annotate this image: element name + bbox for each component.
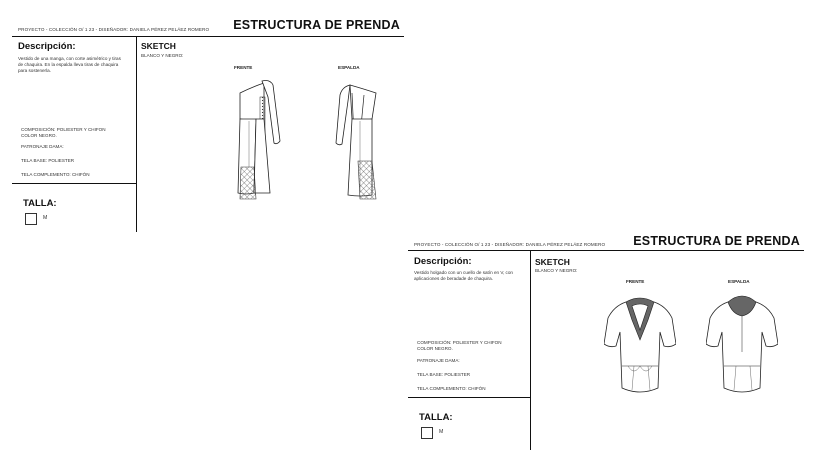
talla-size: M	[43, 215, 48, 221]
garment-sheet-2	[408, 228, 804, 450]
color: COLOR NEGRO.	[417, 346, 453, 351]
back-sketch	[324, 75, 394, 203]
front-sketch	[604, 292, 676, 404]
back-sketch	[706, 292, 778, 404]
talla-size: M	[439, 429, 444, 435]
sketch-title: SKETCH	[141, 41, 176, 51]
description-text: Vestido de una manga, con corte asimétrico y tiras de chaquira. En la espalda lleva tiras de chaquira para sostenerla.	[18, 56, 121, 73]
sketch-subtitle: BLANCO Y NEGRO:	[535, 268, 578, 273]
talla-title: TALLA:	[23, 198, 57, 209]
front-sketch	[216, 75, 286, 203]
description-title: Descripción:	[18, 41, 76, 52]
talla-checkbox[interactable]	[25, 213, 37, 225]
talla-divider	[12, 183, 137, 184]
back-label: ESPALDA	[338, 65, 360, 70]
talla-checkbox[interactable]	[421, 427, 433, 439]
tela-base: TELA BASE: POLIESTER	[417, 372, 471, 377]
project-line: PROYECTO - COLECCIÓN O/ 1 23 - DISEÑADOR: DANIELA PÉREZ PELÁEZ ROMERO	[414, 242, 606, 247]
patronaje: PATRONAJE DAMA:	[417, 358, 460, 363]
description-text: Vestido holgado con un cuello de satín en V, con aplicaciones de beradade de chaquira.	[414, 270, 513, 281]
garment-sheet-1	[12, 12, 404, 232]
sketch-title: SKETCH	[535, 257, 570, 267]
color: COLOR NEGRO.	[21, 133, 57, 138]
talla-divider	[408, 397, 531, 398]
header-divider	[408, 250, 804, 251]
front-label: FRENTE	[626, 279, 645, 284]
sheet-title: ESTRUCTURA DE PRENDA	[233, 18, 400, 32]
composition: COMPOSICIÓN: POLIESTER Y CHIFON	[417, 340, 502, 345]
header-divider	[12, 36, 404, 37]
patronaje: PATRONAJE DAMA:	[21, 144, 64, 149]
composition: COMPOSICIÓN: POLIESTER Y CHIFON	[21, 127, 106, 132]
tela-complemento: TELA COMPLEMENTO: CHIFÓN	[417, 386, 486, 391]
column-divider	[530, 250, 531, 450]
front-label: FRENTE	[234, 65, 253, 70]
description-title: Descripción:	[414, 256, 472, 267]
tela-base: TELA BASE: POLIESTER	[21, 158, 75, 163]
back-label: ESPALDA	[728, 279, 750, 284]
sketch-subtitle: BLANCO Y NEGRO:	[141, 53, 184, 58]
talla-title: TALLA:	[419, 412, 453, 423]
sheet-title: ESTRUCTURA DE PRENDA	[633, 234, 800, 248]
project-line: PROYECTO - COLECCIÓN O/ 1 23 - DISEÑADOR: DANIELA PÉREZ PELÁEZ ROMERO	[18, 27, 210, 32]
tela-complemento: TELA COMPLEMENTO: CHIFÓN	[21, 172, 90, 177]
column-divider	[136, 36, 137, 232]
